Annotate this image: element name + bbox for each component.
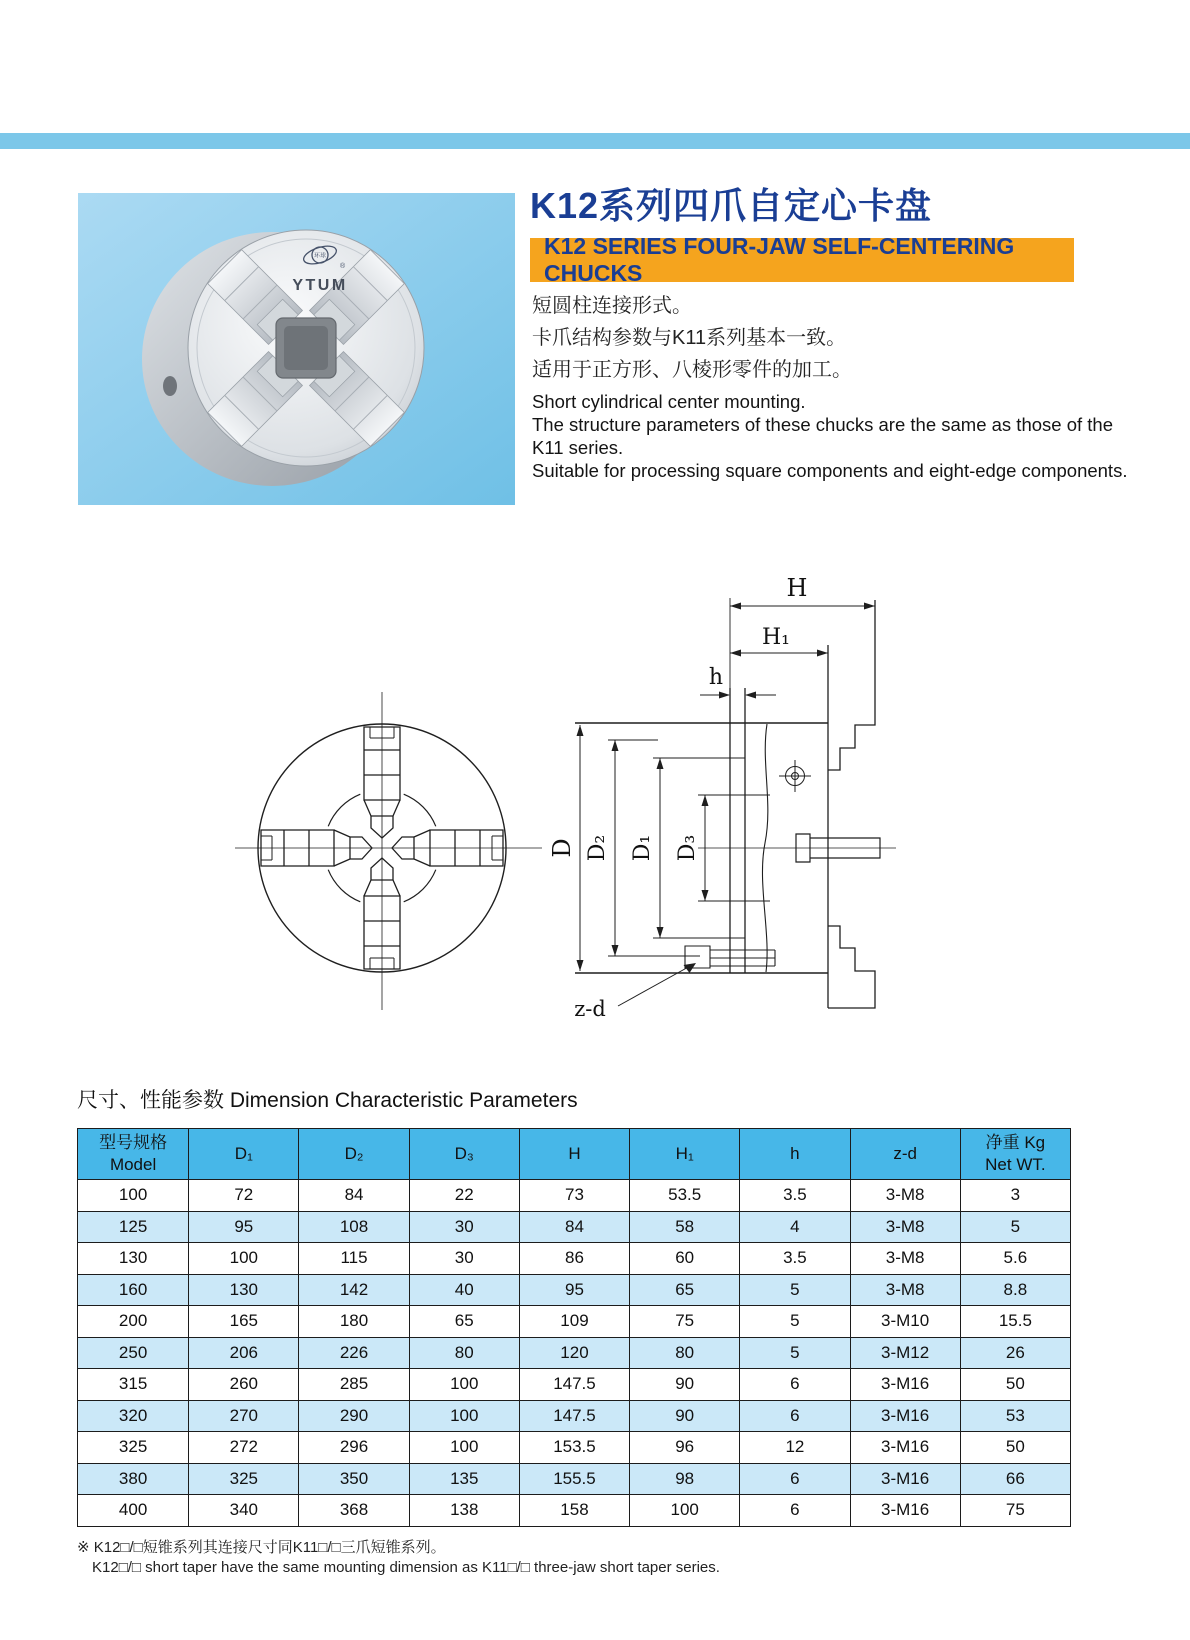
table-cell: 3-M8 bbox=[850, 1243, 960, 1275]
top-accent-bar bbox=[0, 133, 1190, 149]
table-cell: 3-M8 bbox=[850, 1211, 960, 1243]
table-cell: 26 bbox=[960, 1337, 1070, 1369]
table-cell: 100 bbox=[78, 1180, 189, 1212]
table-cell: 3-M8 bbox=[850, 1274, 960, 1306]
table-cell: 165 bbox=[189, 1306, 299, 1338]
table-cell: 3-M16 bbox=[850, 1400, 960, 1432]
front-view bbox=[235, 692, 542, 1010]
table-row bbox=[78, 1243, 1071, 1275]
table-cell: 90 bbox=[630, 1369, 740, 1401]
table-cell: 320 bbox=[78, 1400, 189, 1432]
table-cell: 65 bbox=[630, 1274, 740, 1306]
table-cell: 6 bbox=[740, 1463, 850, 1495]
table-cell: 6 bbox=[740, 1369, 850, 1401]
dim-label-H: H bbox=[786, 574, 808, 602]
table-row bbox=[78, 1306, 1071, 1338]
table-cell: 5 bbox=[740, 1337, 850, 1369]
dim-label-D1: D₁ bbox=[630, 834, 655, 862]
table-cell: 3-M8 bbox=[850, 1180, 960, 1212]
table-cell: 147.5 bbox=[519, 1369, 629, 1401]
dim-label-D2: D₂ bbox=[585, 834, 610, 862]
intro-en-line: K11 series. bbox=[532, 437, 624, 458]
table-cell: 84 bbox=[519, 1211, 629, 1243]
col-header-h1: H₁ bbox=[630, 1129, 740, 1180]
table-cell: 5 bbox=[960, 1211, 1070, 1243]
table-cell: 158 bbox=[519, 1495, 629, 1527]
table-cell: 100 bbox=[189, 1243, 299, 1275]
table-cell: 84 bbox=[299, 1180, 409, 1212]
table-cell: 53 bbox=[960, 1400, 1070, 1432]
intro-en-line: The structure parameters of these chucks are the same as those of the bbox=[532, 414, 1113, 435]
section-view bbox=[575, 598, 896, 1008]
table-cell: 3-M16 bbox=[850, 1495, 960, 1527]
table-cell: 73 bbox=[519, 1180, 629, 1212]
col-header-h-cap: H bbox=[519, 1129, 629, 1180]
table-section-title: 尺寸、性能参数 Dimension Characteristic Parameters bbox=[77, 1089, 578, 1112]
dim-label-H1: H₁ bbox=[761, 625, 791, 650]
table-cell: 90 bbox=[630, 1400, 740, 1432]
footnote-en: K12□/□ short taper have the same mounting dimension as K11□/□ three-jaw short taper series. bbox=[92, 1559, 720, 1576]
technical-drawing bbox=[230, 548, 900, 1038]
table-cell: 58 bbox=[630, 1211, 740, 1243]
table-cell: 115 bbox=[299, 1243, 409, 1275]
table-cell: 350 bbox=[299, 1463, 409, 1495]
table-cell: 3.5 bbox=[740, 1180, 850, 1212]
col-header-weight bbox=[960, 1129, 1070, 1180]
table-cell: 3-M12 bbox=[850, 1337, 960, 1369]
table-cell: 86 bbox=[519, 1243, 629, 1275]
table-cell: 120 bbox=[519, 1337, 629, 1369]
table-cell: 100 bbox=[409, 1369, 519, 1401]
dim-label-h: h bbox=[708, 665, 724, 690]
table-cell: 380 bbox=[78, 1463, 189, 1495]
table-cell: 95 bbox=[519, 1274, 629, 1306]
table-cell: 12 bbox=[740, 1432, 850, 1464]
table-cell: 96 bbox=[630, 1432, 740, 1464]
table-row bbox=[78, 1337, 1071, 1369]
table-cell: 3.5 bbox=[740, 1243, 850, 1275]
table-cell: 3 bbox=[960, 1180, 1070, 1212]
table-cell: 5 bbox=[740, 1274, 850, 1306]
table-cell: 270 bbox=[189, 1400, 299, 1432]
footnote-zh: ※ K12□/□短锥系列其连接尺寸同K11□/□三爪短锥系列。 bbox=[77, 1539, 446, 1556]
table-cell: 200 bbox=[78, 1306, 189, 1338]
table-row bbox=[78, 1211, 1071, 1243]
table-cell: 6 bbox=[740, 1400, 850, 1432]
table-cell: 100 bbox=[409, 1432, 519, 1464]
table-cell: 53.5 bbox=[630, 1180, 740, 1212]
intro-zh-line: 卡爪结构参数与K11系列基本一致。 bbox=[532, 327, 847, 349]
table-cell: 130 bbox=[189, 1274, 299, 1306]
dim-label-D3: D₃ bbox=[675, 834, 700, 862]
table-cell: 3-M16 bbox=[850, 1369, 960, 1401]
table-cell: 272 bbox=[189, 1432, 299, 1464]
col-header-d2: D₂ bbox=[299, 1129, 409, 1180]
table-cell: 8.8 bbox=[960, 1274, 1070, 1306]
table-cell: 108 bbox=[299, 1211, 409, 1243]
table-cell: 15.5 bbox=[960, 1306, 1070, 1338]
table-cell: 22 bbox=[409, 1180, 519, 1212]
col-header-d3: D₃ bbox=[409, 1129, 519, 1180]
col-header-model-en: Model bbox=[109, 1155, 157, 1174]
col-header-h: h bbox=[740, 1129, 850, 1180]
table-cell: 142 bbox=[299, 1274, 409, 1306]
intro-en-line: Suitable for processing square components and eight-edge components. bbox=[532, 460, 1128, 481]
table-cell: 30 bbox=[409, 1243, 519, 1275]
table-row bbox=[78, 1495, 1071, 1527]
col-header-zd: z-d bbox=[850, 1129, 960, 1180]
table-cell: 5 bbox=[740, 1306, 850, 1338]
table-cell: 65 bbox=[409, 1306, 519, 1338]
table-cell: 95 bbox=[189, 1211, 299, 1243]
table-cell: 125 bbox=[78, 1211, 189, 1243]
table-row bbox=[78, 1274, 1071, 1306]
table-cell: 72 bbox=[189, 1180, 299, 1212]
table-row bbox=[78, 1180, 1071, 1212]
registered-mark: ® bbox=[340, 263, 346, 270]
table-cell: 75 bbox=[630, 1306, 740, 1338]
table-row bbox=[78, 1400, 1071, 1432]
table-cell: 285 bbox=[299, 1369, 409, 1401]
product-photo bbox=[78, 193, 515, 505]
table-cell: 3-M16 bbox=[850, 1432, 960, 1464]
table-cell: 340 bbox=[189, 1495, 299, 1527]
table-cell: 296 bbox=[299, 1432, 409, 1464]
footnote bbox=[77, 1538, 720, 1578]
table-cell: 160 bbox=[78, 1274, 189, 1306]
page-title-zh: K12系列四爪自定心卡盘 bbox=[530, 185, 933, 226]
intro-zh-line: 短圆柱连接形式。 bbox=[532, 295, 692, 317]
table-cell: 153.5 bbox=[519, 1432, 629, 1464]
col-header-weight-en: Net WT. bbox=[985, 1155, 1046, 1174]
intro-zh-line: 适用于正方形、八棱形零件的加工。 bbox=[532, 359, 852, 381]
table-cell: 50 bbox=[960, 1369, 1070, 1401]
table-cell: 3-M16 bbox=[850, 1463, 960, 1495]
brand-text: YTUM bbox=[292, 277, 348, 294]
table-cell: 4 bbox=[740, 1211, 850, 1243]
table-cell: 60 bbox=[630, 1243, 740, 1275]
table-cell: 226 bbox=[299, 1337, 409, 1369]
table-cell: 325 bbox=[189, 1463, 299, 1495]
table-cell: 130 bbox=[78, 1243, 189, 1275]
table-row bbox=[78, 1369, 1071, 1401]
table-cell: 80 bbox=[630, 1337, 740, 1369]
title-banner-en: K12 SERIES FOUR-JAW SELF-CENTERING CHUCKS bbox=[530, 238, 1074, 282]
table-cell: 6 bbox=[740, 1495, 850, 1527]
col-header-model bbox=[78, 1129, 189, 1180]
table-cell: 30 bbox=[409, 1211, 519, 1243]
intro-zh-block bbox=[532, 290, 852, 386]
table-cell: 260 bbox=[189, 1369, 299, 1401]
spec-table bbox=[77, 1128, 1071, 1527]
table-cell: 80 bbox=[409, 1337, 519, 1369]
table-cell: 135 bbox=[409, 1463, 519, 1495]
logo-zh-text: 环球 bbox=[313, 253, 327, 260]
table-row bbox=[78, 1463, 1071, 1495]
table-cell: 40 bbox=[409, 1274, 519, 1306]
table-cell: 155.5 bbox=[519, 1463, 629, 1495]
table-cell: 50 bbox=[960, 1432, 1070, 1464]
intro-en-block bbox=[532, 390, 1127, 482]
table-row bbox=[78, 1432, 1071, 1464]
table-cell: 147.5 bbox=[519, 1400, 629, 1432]
table-cell: 66 bbox=[960, 1463, 1070, 1495]
table-cell: 98 bbox=[630, 1463, 740, 1495]
table-cell: 138 bbox=[409, 1495, 519, 1527]
intro-en-line: Short cylindrical center mounting. bbox=[532, 391, 806, 412]
table-cell: 75 bbox=[960, 1495, 1070, 1527]
table-cell: 5.6 bbox=[960, 1243, 1070, 1275]
dim-label-zd: z-d bbox=[574, 997, 606, 1021]
col-header-d1: D₁ bbox=[189, 1129, 299, 1180]
table-cell: 206 bbox=[189, 1337, 299, 1369]
table-cell: 100 bbox=[630, 1495, 740, 1527]
col-header-weight-zh: 净重 Kg bbox=[985, 1133, 1046, 1152]
table-cell: 400 bbox=[78, 1495, 189, 1527]
dim-label-D: D bbox=[548, 838, 576, 858]
header-row bbox=[78, 1129, 1071, 1180]
col-header-model-zh: 型号规格 bbox=[99, 1133, 168, 1152]
table-cell: 315 bbox=[78, 1369, 189, 1401]
table-cell: 368 bbox=[299, 1495, 409, 1527]
table-cell: 180 bbox=[299, 1306, 409, 1338]
table-cell: 109 bbox=[519, 1306, 629, 1338]
table-cell: 325 bbox=[78, 1432, 189, 1464]
table-cell: 290 bbox=[299, 1400, 409, 1432]
table-cell: 250 bbox=[78, 1337, 189, 1369]
table-cell: 100 bbox=[409, 1400, 519, 1432]
table-cell: 3-M10 bbox=[850, 1306, 960, 1338]
